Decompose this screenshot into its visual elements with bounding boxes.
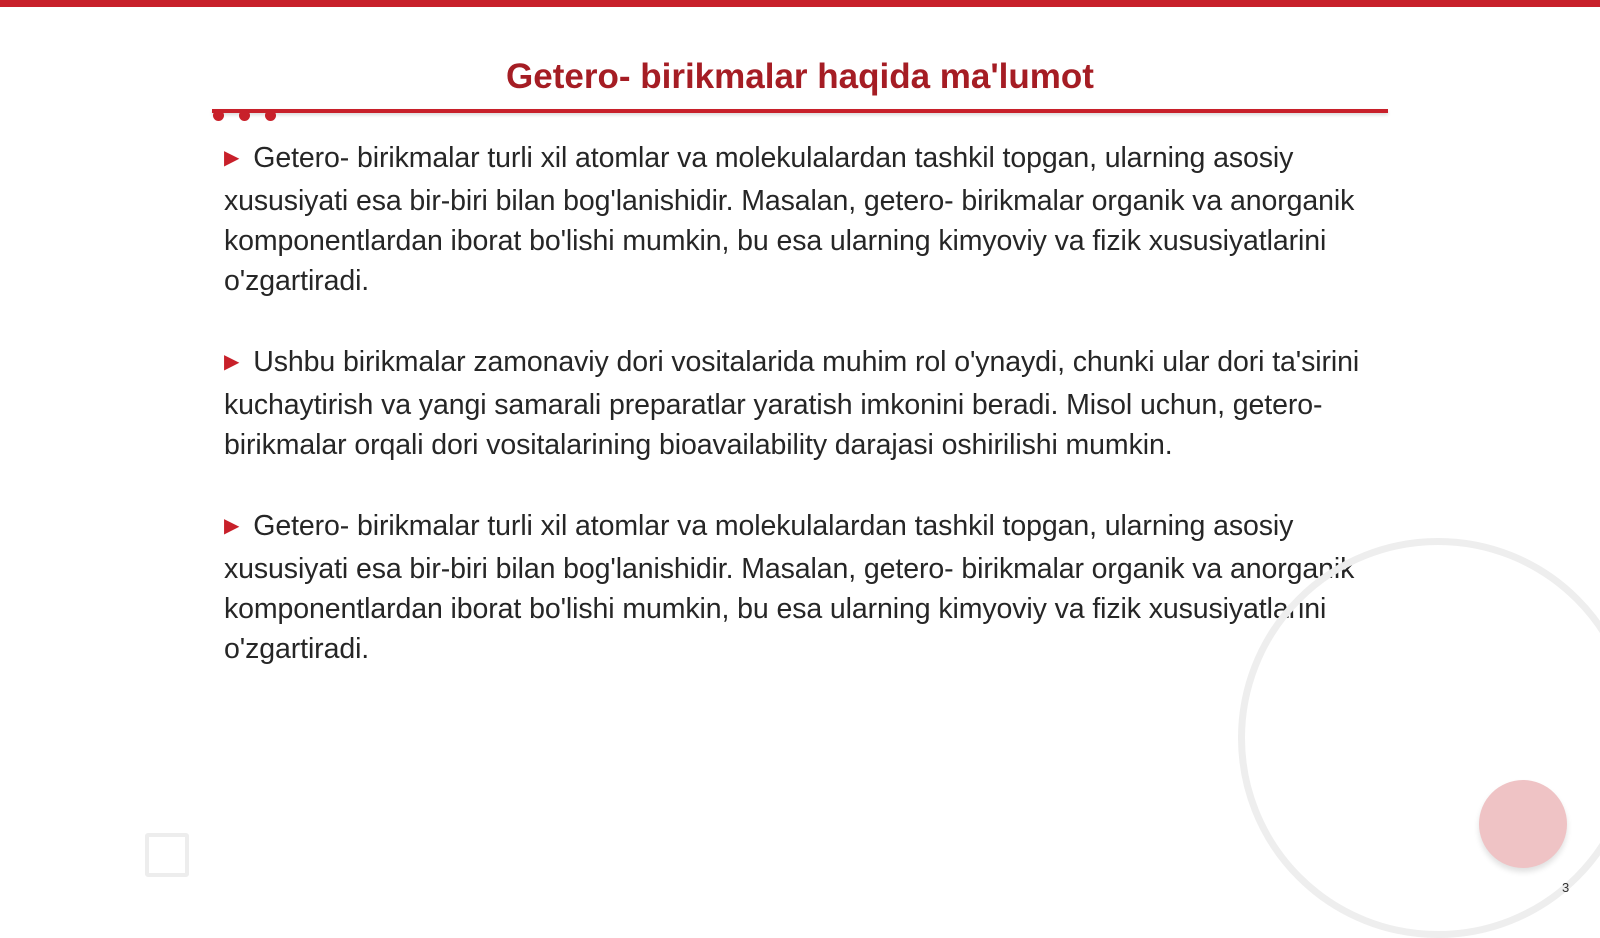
bullet-text: Getero- birikmalar turli xil atomlar va molekulalardan tashkil topgan, ularning asosiy xususiyati esa bir-biri bilan bog'lanishidir. Masalan, getero- birikmalar organik va anorganik komponentlardan iborat bo'lishi mumkin, bu esa ularning kimyoviy va fizik xususiyatlarini o'zgartiradi. — [224, 510, 1355, 665]
decor-dot-icon — [239, 110, 250, 121]
page-number: 3 — [1562, 880, 1570, 895]
title-underline — [212, 109, 1388, 113]
decorative-pink-circle — [1479, 780, 1567, 868]
triangle-right-icon: ▶ — [224, 147, 240, 169]
bullet-text: Ushbu birikmalar zamonaviy dori vositalarida muhim rol o'ynaydi, chunki ular dori ta'sirini kuchaytirish va yangi samarali preparatlar yaratish imkonini beradi. Misol uchun, getero- birikmalar orqali dori vositalarining bioavailability darajasi oshirilishi mumkin. — [224, 346, 1360, 461]
bullet-text: Getero- birikmalar turli xil atomlar va molekulalardan tashkil topgan, ularning asosiy xususiyati esa bir-biri bilan bog'lanishidir. Masalan, getero- birikmalar organik va anorganik komponentlardan iborat bo'lishi mumkin, bu esa ularning kimyoviy va fizik xususiyatlarini o'zgartiradi. — [224, 142, 1355, 297]
bullet-item — [224, 342, 1374, 465]
slide-title: Getero- birikmalar haqida ma'lumot — [506, 57, 1094, 96]
decorative-square — [145, 833, 189, 877]
triangle-right-icon: ▶ — [224, 515, 240, 537]
bullet-list — [224, 138, 1374, 710]
triangle-right-icon: ▶ — [224, 351, 240, 373]
top-accent-bar — [0, 0, 1600, 7]
decor-dot-icon — [213, 110, 224, 121]
bullet-item — [224, 138, 1374, 301]
decor-dot-icon — [265, 110, 276, 121]
bullet-item — [224, 506, 1374, 669]
